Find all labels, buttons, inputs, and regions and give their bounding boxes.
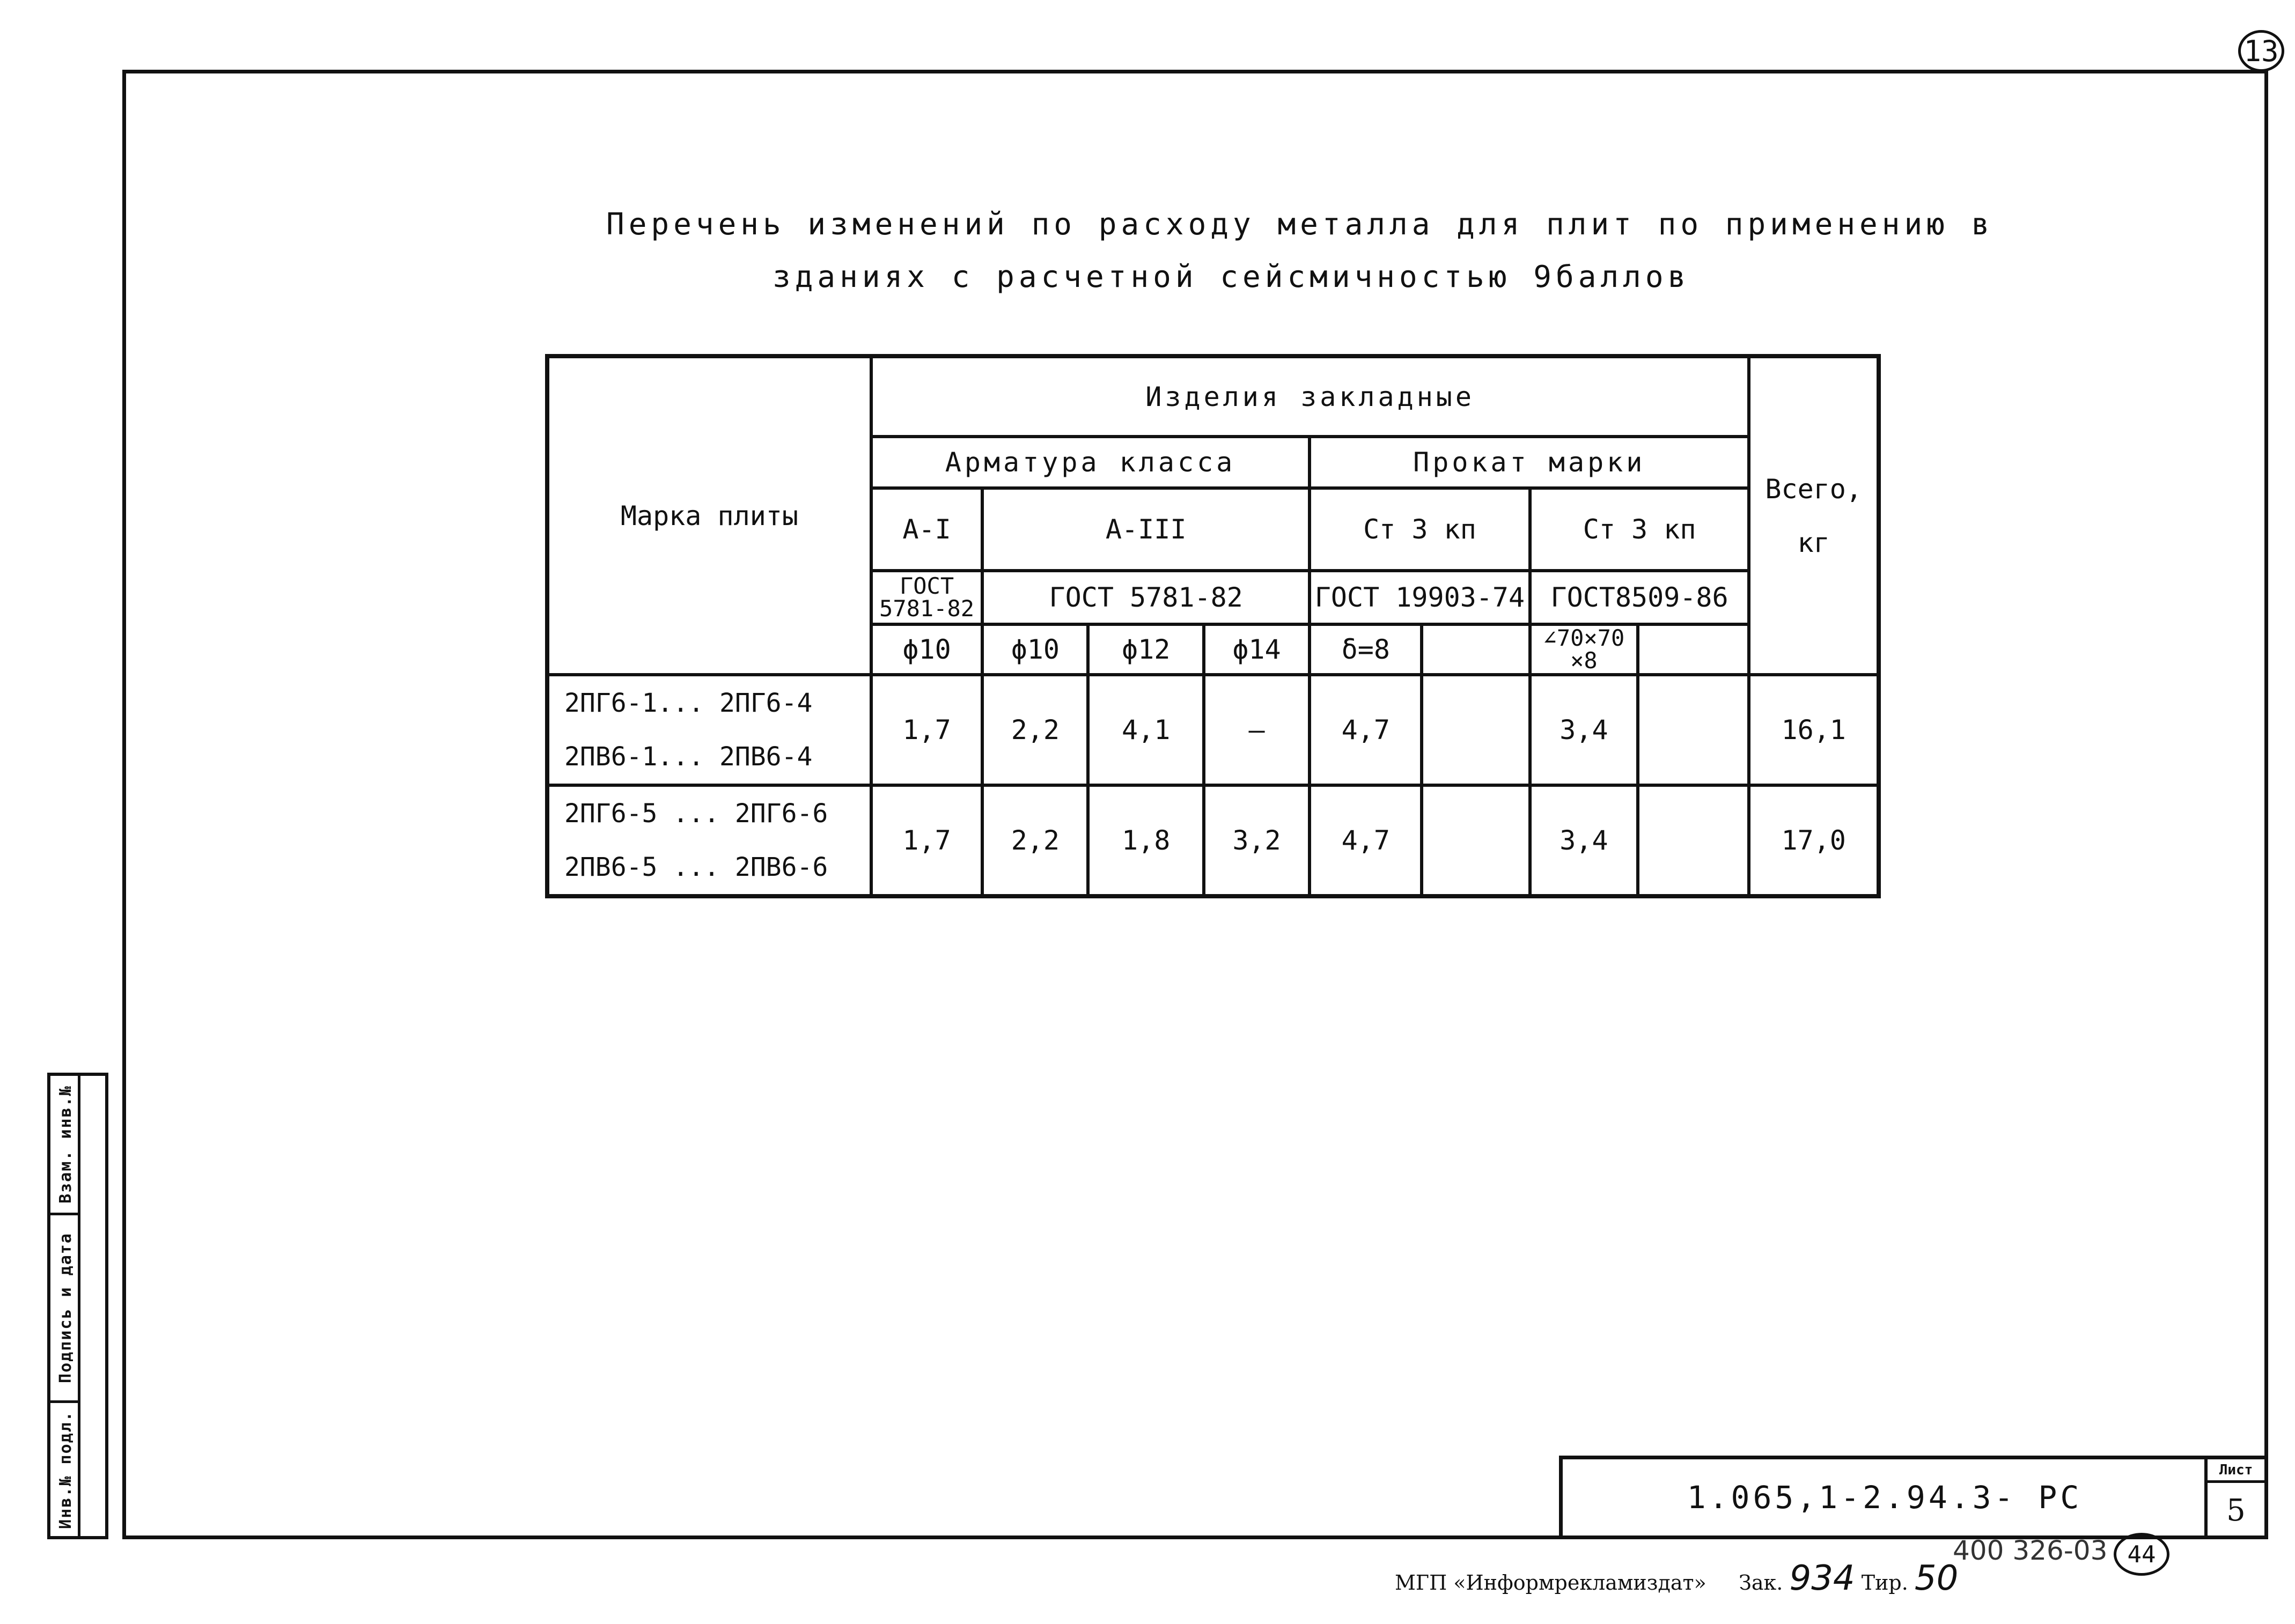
cell-aiii-d14: 3,2 [1204,785,1310,896]
header-class-ai: А-I [871,488,982,571]
header-gost-prokat-1: ГОСТ 19903-74 [1310,571,1530,624]
header-embedded-items: Изделия закладные [871,356,1749,437]
side-stamp-labels [50,1076,80,1536]
cell-ai-d10: 1,7 [871,785,982,896]
side-sign-date [50,1215,80,1403]
cell-angle: 3,4 [1530,785,1638,896]
row-mark-line-2: 2ПВ6-5 ... 2ПВ6-6 [564,852,828,882]
cell-ai-d10: 1,7 [871,675,982,785]
header-armature: Арматура класса [871,437,1310,488]
order-label: Зак. [1739,1571,1783,1595]
publisher: МГП «Информрекламиздат» [1395,1571,1706,1595]
header-gost-aiii: ГОСТ 5781-82 [982,571,1310,624]
header-mark: Марка плиты [547,356,871,675]
run-number: 50 [1914,1559,1959,1598]
cell-prokat-empty [1422,785,1529,896]
page-number: 13 [2238,30,2284,72]
cell-aiii-d14: — [1204,675,1310,785]
imprint [1395,1559,1958,1598]
side-stamp [47,1073,108,1539]
row-mark-line-1: 2ПГ6-1... 2ПГ6-4 [564,688,813,718]
order-code: 400 326-03 [1953,1535,2108,1566]
header-mark-st3kp-1: Ст 3 кп [1310,488,1530,571]
cell-aiii-d12: 4,1 [1088,675,1203,785]
cell-angle: 3,4 [1530,675,1638,785]
cell-angle-empty [1638,675,1749,785]
row-mark-line-2: 2ПВ6-1... 2ПВ6-4 [564,742,813,772]
metal-consumption-table [545,354,1881,898]
header-d12: ϕ12 [1088,624,1203,675]
order-number: 934 [1789,1559,1855,1598]
header-total: Всего, кг [1749,356,1879,675]
header-prokat: Прокат марки [1310,437,1749,488]
table-row [547,785,1879,896]
cell-aiii-d10: 2,2 [982,675,1088,785]
header-empty-2 [1638,624,1749,675]
cell-aiii-d12: 1,8 [1088,785,1203,896]
side-inv-orig [50,1403,80,1536]
sheet-box [2204,1459,2264,1536]
row-mark-line-1: 2ПГ6-5 ... 2ПГ6-6 [564,799,828,829]
header-gost-prokat-2: ГОСТ8509-86 [1530,571,1749,624]
header-d10-ai: ϕ10 [871,624,982,675]
circled-number: 44 [2114,1533,2169,1576]
sheet-label: Лист [2208,1459,2264,1483]
cell-angle-empty [1638,785,1749,896]
title-line-1: Перечень изменений по расходу металла для плит по применению в [606,207,1994,242]
header-angle: ∠70×70 ×8 [1530,624,1638,675]
side-vzam-inv-text: Взам. инв.№ [56,1085,75,1204]
cell-aiii-d10: 2,2 [982,785,1088,896]
side-sign-date-text: Подпись и дата [56,1232,75,1383]
header-delta8: δ=8 [1310,624,1422,675]
side-vzam-inv [50,1076,80,1215]
header-d10: ϕ10 [982,624,1088,675]
cell-total: 17,0 [1749,785,1879,896]
header-d14: ϕ14 [1204,624,1310,675]
header-mark-st3kp-2: Ст 3 кп [1530,488,1749,571]
title-block [1559,1456,2268,1539]
title-line-2: зданиях с расчетной сейсмичностью 9баллов [773,260,1690,294]
side-inv-orig-text: Инв.№ подл. [56,1410,75,1529]
header-class-aiii: А-III [982,488,1310,571]
sheet-number: 5 [2226,1493,2246,1528]
row-mark [547,675,871,785]
table-row [547,675,1879,785]
header-empty-1 [1422,624,1529,675]
cell-total: 16,1 [1749,675,1879,785]
cell-prokat-empty [1422,675,1529,785]
document-code: 1.065,1-2.94.3- РС [1687,1479,2083,1516]
row-mark [547,785,871,896]
cell-prokat-delta8: 4,7 [1310,675,1422,785]
cell-prokat-delta8: 4,7 [1310,785,1422,896]
header-gost-ai: ГОСТ 5781-82 [871,571,982,624]
run-label: Тир. [1861,1571,1908,1595]
